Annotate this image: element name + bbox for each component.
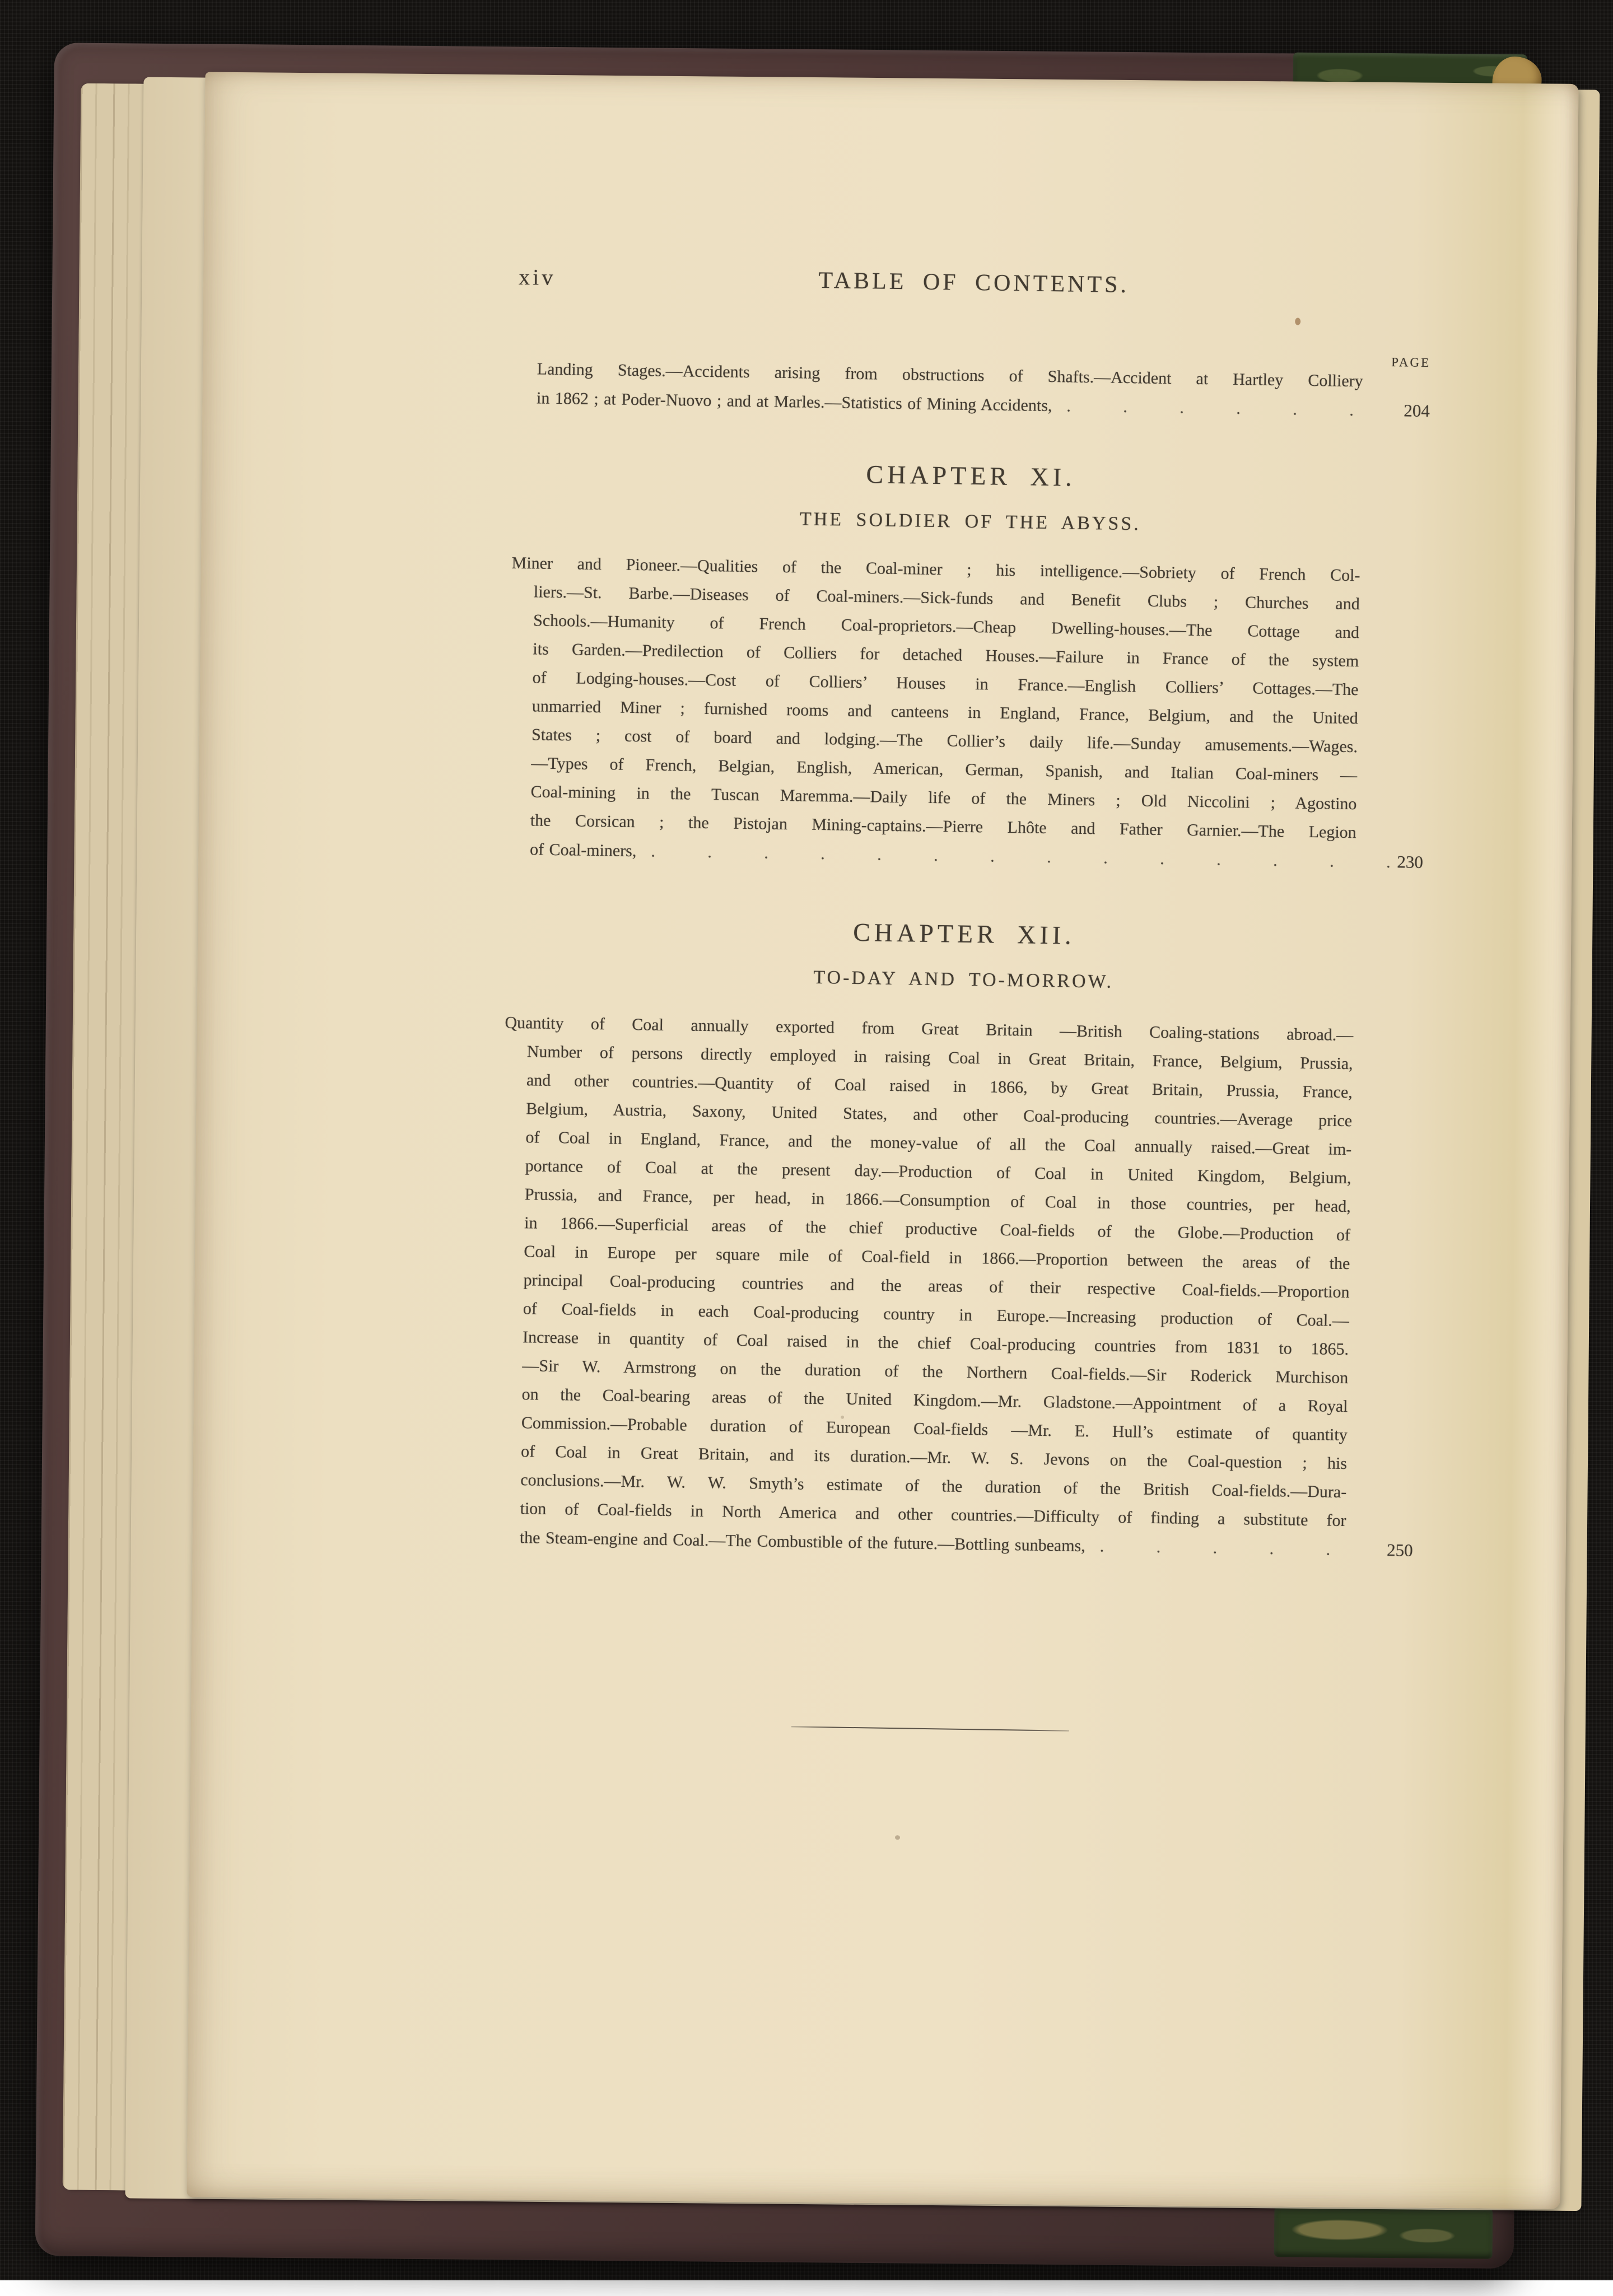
entry-line: Commission.—Probable duration of European Coal-fields —Mr. E. Hull’s estimate of quantity: [521, 1413, 1348, 1445]
chapter-subtitle-xi: THE SOLDIER OF THE ABYSS.: [799, 508, 1141, 535]
entry-line: tion of Coal-fields in North America and other countries.—Difficulty of finding a substitute for: [520, 1499, 1346, 1530]
entry-line: principal Coal-producing countries and the areas of their respective Coal-fields.—Proportion: [523, 1271, 1350, 1302]
entry-line: of Lodging-houses.—Cost of Colliers’ Houses in France.—English Colliers’ Cottages.—The: [532, 668, 1359, 699]
entry-line: Belgium, Austria, Saxony, United States, and other Coal-producing countries.—Average price: [525, 1099, 1353, 1131]
entry-line: unmarried Miner ; furnished rooms and canteens in England, France, Belgium, and the United: [532, 697, 1358, 728]
entry-line: —Sir W. Armstrong on the duration of the Northern Coal-fields.—Sir Roderick Murchison: [522, 1356, 1349, 1388]
entry-line: States ; cost of board and lodging.—The Collier’s daily life.—Sunday amusements.—Wages.: [531, 725, 1358, 757]
page-column-label: PAGE: [1391, 355, 1431, 370]
entry-line: Miner and Pioneer.—Qualities of the Coal-miner ; his intelligence.—Sobriety of French Col-: [511, 553, 1360, 585]
entry-line: conclusions.—Mr. W. W. Smyth’s estimate of the duration of the British Coal-fields.—Dura-: [520, 1471, 1347, 1502]
entry-line: Landing Stages.—Accidents arising from obstructions of Shafts.—Accident at Hartley Colliery: [537, 360, 1363, 391]
entry-line: Coal-mining in the Tuscan Maremma.—Daily life of the Miners ; Old Niccolini ; Agostino: [530, 782, 1357, 814]
entry-page-number: 250: [1386, 1540, 1413, 1560]
entry-line: —Types of French, Belgian, English, American, German, Spanish, and Italian Coal-miners —: [531, 754, 1358, 785]
entry-line: and other countries.—Quantity of Coal raised in 1866, by Great Britain, Prussia, France,: [526, 1071, 1353, 1102]
chapter-subtitle-xii: TO-DAY AND TO-MORROW.: [813, 967, 1114, 992]
page-stain: [841, 1416, 844, 1419]
entry-line: Coal in Europe per square mile of Coal-field in 1866.—Proportion between the areas of the: [524, 1242, 1350, 1273]
entry-line: Increase in quantity of Coal raised in the chief Coal-producing countries from 1831 to 1865.: [522, 1328, 1349, 1359]
chapter-heading-xi: CHAPTER XI.: [866, 460, 1076, 492]
toc-entry-chapter-xii: [497, 1009, 1420, 1565]
end-divider-rule: [791, 1726, 1069, 1731]
page-stain: [1295, 318, 1300, 325]
entry-line: portance of Coal at the present day.—Production of Coal in United Kingdom, Belgium,: [525, 1156, 1351, 1188]
entry-line: Schools.—Humanity of French Coal-proprietors.—Cheap Dwelling-houses.—The Cottage and: [533, 611, 1360, 642]
page-stain: [895, 1835, 900, 1840]
folio-number: xiv: [518, 264, 556, 290]
entry-line: of Coal in Great Britain, and its duration.—Mr. W. S. Jevons on the Coal-question ; his: [520, 1442, 1348, 1473]
entry-line: its Garden.—Predilection of Colliers for detached Houses.—Failure in France of the system: [533, 640, 1359, 671]
entry-text: of Coal-miners,: [529, 840, 637, 861]
entry-page-number: 204: [1404, 400, 1430, 421]
entry-text: the Steam-engine and Coal.—The Combustible of the future.—Bottling sunbeams,: [519, 1528, 1085, 1556]
entry-line: Number of persons directly employed in raising Coal in Great Britain, France, Belgium, Prussia,: [526, 1042, 1353, 1074]
entry-line: liers.—St. Barbe.—Diseases of Coal-miners.—Sick-funds and Benefit Clubs ; Churches and: [533, 582, 1360, 614]
entry-lines: [497, 1009, 1420, 1536]
entry-line: on the Coal-bearing areas of the United Kingdom.—Mr. Gladstone.—Appointment of a Royal: [521, 1385, 1348, 1416]
entry-text: in 1862 ; at Poder-Nuovo ; and at Marles.—Statistics of Mining Accidents,: [536, 389, 1052, 416]
entry-line: the Corsican ; the Pistojan Mining-captains.—Pierre Lhôte and Father Garnier.—The Legion: [530, 811, 1356, 842]
entry-line: in 1866.—Superficial areas of the chief productive Coal-fields of the Globe.—Production of: [524, 1214, 1351, 1245]
entry-line: of Coal in England, France, and the money-value of all the Coal annually raised.—Great im-: [525, 1128, 1352, 1159]
entry-lines: [507, 549, 1427, 848]
toc-entry-chapter-xi: [507, 549, 1428, 877]
entry-line: Prussia, and France, per head, in 1866.—Consumption of Coal in those countries, per head,: [524, 1185, 1351, 1216]
chapter-heading-xii: CHAPTER XII.: [852, 917, 1076, 950]
leader-dots: [1099, 1532, 1379, 1565]
entry-page-number: 230: [1397, 852, 1424, 872]
leader-dots: [1066, 391, 1396, 425]
entry-line: of Coal-fields in each Coal-producing country in Europe.—Increasing production of Coal.—: [523, 1299, 1350, 1331]
running-head: TABLE OF CONTENTS.: [818, 267, 1130, 298]
entry-line: Quantity of Coal annually exported from Great Britain —British Coaling-stations abroad.—: [505, 1013, 1354, 1045]
